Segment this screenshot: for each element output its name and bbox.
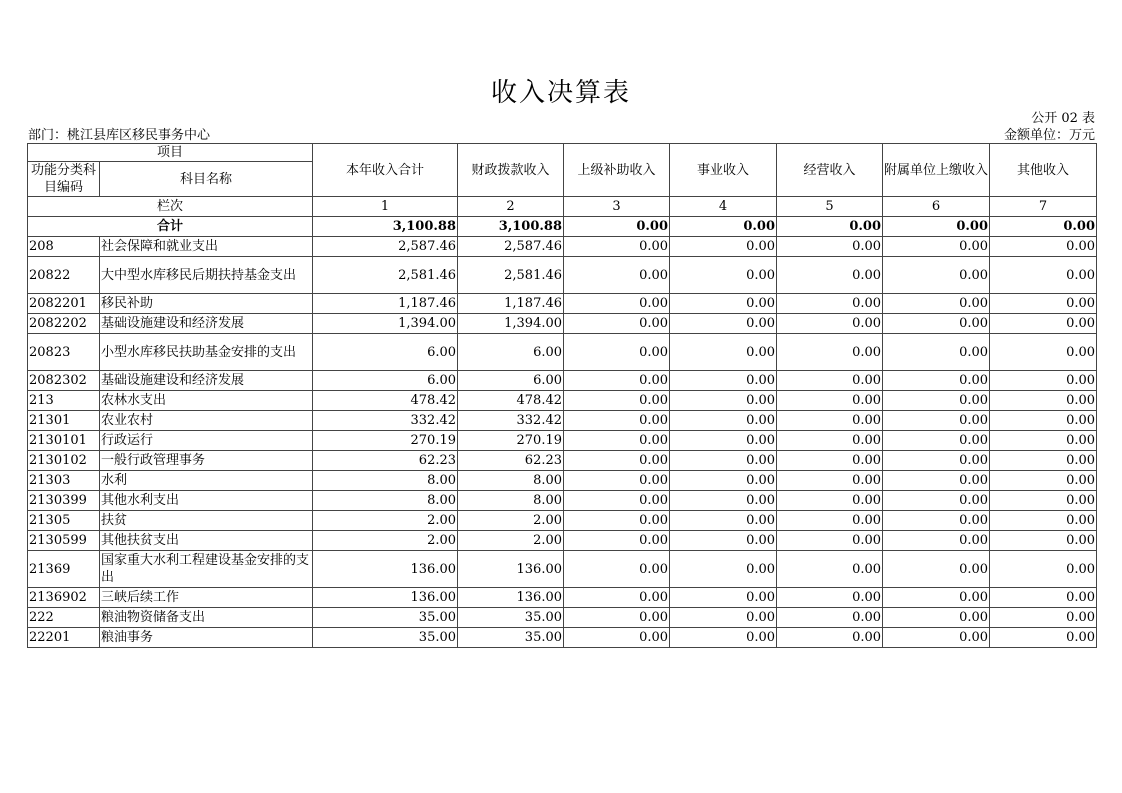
amount-cell: 62.23 [313,451,458,471]
subject-code: 20823 [28,334,100,371]
amount-cell: 0.00 [777,334,883,371]
column-index: 7 [990,197,1097,217]
amount-cell: 478.42 [458,391,564,411]
column-index: 5 [777,197,883,217]
amount-cell: 0.00 [883,334,990,371]
amount-cell: 0.00 [777,257,883,294]
subject-code: 21301 [28,411,100,431]
amount-cell: 0.00 [564,237,670,257]
table-row [28,431,1097,451]
amount-cell: 2,581.46 [458,257,564,294]
amount-cell: 0.00 [564,334,670,371]
table-row [28,511,1097,531]
amount-cell: 35.00 [313,628,458,648]
amount-cell: 136.00 [458,588,564,608]
amount-cell: 0.00 [883,628,990,648]
amount-cell: 2.00 [458,511,564,531]
amount-cell: 0.00 [777,431,883,451]
amount-cell: 332.42 [313,411,458,431]
subject-code: 2082201 [28,294,100,314]
subject-name: 农业农村 [100,411,313,431]
amount-cell: 0.00 [883,411,990,431]
amount-cell: 0.00 [883,491,990,511]
amount-cell: 0.00 [564,551,670,588]
table-row [28,628,1097,648]
table-row [28,411,1097,431]
amount-cell: 0.00 [883,451,990,471]
table-row [28,551,1097,588]
column-index: 3 [564,197,670,217]
table-row [28,391,1097,411]
subject-code: 22201 [28,628,100,648]
subject-name: 小型水库移民扶助基金安排的支出 [100,334,313,371]
amount-cell: 0.00 [990,431,1097,451]
subject-name: 水利 [100,471,313,491]
unit-label: 金额单位：万元 [1003,128,1095,143]
amount-cell: 0.00 [670,628,777,648]
amount-cell: 0.00 [670,588,777,608]
amount-cell: 0.00 [883,608,990,628]
amount-cell: 0.00 [990,511,1097,531]
subject-name: 其他水利支出 [100,491,313,511]
amount-cell: 0.00 [883,471,990,491]
amount-cell: 0.00 [883,511,990,531]
table-body [28,237,1097,648]
amount-cell: 0.00 [564,451,670,471]
total-value: 0.00 [777,217,883,237]
amount-cell: 136.00 [313,588,458,608]
amount-cell: 0.00 [883,551,990,588]
amount-cell: 0.00 [670,608,777,628]
header-col-2: 财政拨款收入 [458,144,564,197]
amount-cell: 6.00 [313,334,458,371]
amount-cell: 0.00 [564,511,670,531]
income-table [27,143,1097,648]
amount-cell: 0.00 [883,237,990,257]
amount-cell: 0.00 [777,551,883,588]
amount-cell: 6.00 [313,371,458,391]
subject-name: 基础设施建设和经济发展 [100,371,313,391]
column-index: 6 [883,197,990,217]
amount-cell: 270.19 [458,431,564,451]
subject-code: 2130101 [28,431,100,451]
amount-cell: 0.00 [564,608,670,628]
amount-cell: 0.00 [564,257,670,294]
total-label: 合计 [28,217,313,237]
amount-cell: 0.00 [564,411,670,431]
amount-cell: 0.00 [777,371,883,391]
amount-cell: 0.00 [564,531,670,551]
amount-cell: 0.00 [564,391,670,411]
amount-cell: 35.00 [458,628,564,648]
subject-code: 208 [28,237,100,257]
amount-cell: 0.00 [777,314,883,334]
amount-cell: 136.00 [458,551,564,588]
amount-cell: 0.00 [990,471,1097,491]
subject-code: 2136902 [28,588,100,608]
column-index: 1 [313,197,458,217]
amount-cell: 35.00 [458,608,564,628]
amount-cell: 2.00 [313,531,458,551]
subject-name: 社会保障和就业支出 [100,237,313,257]
amount-cell: 0.00 [883,314,990,334]
amount-cell: 1,394.00 [313,314,458,334]
amount-cell: 0.00 [990,257,1097,294]
total-value: 0.00 [670,217,777,237]
amount-cell: 6.00 [458,371,564,391]
amount-cell: 0.00 [990,411,1097,431]
amount-cell: 0.00 [670,531,777,551]
page-title: 收入决算表 [490,78,631,108]
amount-cell: 0.00 [670,257,777,294]
table-row [28,334,1097,371]
amount-cell: 6.00 [458,334,564,371]
amount-cell: 62.23 [458,451,564,471]
amount-cell: 0.00 [670,511,777,531]
subject-name: 国家重大水利工程建设基金安排的支出 [100,551,313,588]
amount-cell: 0.00 [670,237,777,257]
amount-cell: 0.00 [670,371,777,391]
amount-cell: 8.00 [313,491,458,511]
amount-cell: 0.00 [883,531,990,551]
amount-cell: 0.00 [670,471,777,491]
amount-cell: 35.00 [313,608,458,628]
amount-cell: 0.00 [670,491,777,511]
header-project: 项目 [28,144,313,162]
total-value: 0.00 [564,217,670,237]
amount-cell: 0.00 [990,391,1097,411]
amount-cell: 0.00 [990,314,1097,334]
subject-code: 2082202 [28,314,100,334]
amount-cell: 0.00 [564,431,670,451]
amount-cell: 0.00 [883,431,990,451]
amount-cell: 1,187.46 [313,294,458,314]
amount-cell: 0.00 [990,531,1097,551]
amount-cell: 0.00 [990,608,1097,628]
amount-cell: 0.00 [883,257,990,294]
amount-cell: 0.00 [883,391,990,411]
amount-cell: 0.00 [777,628,883,648]
amount-cell: 0.00 [670,431,777,451]
amount-cell: 478.42 [313,391,458,411]
header-col-4: 事业收入 [670,144,777,197]
header-col-5: 经营收入 [777,144,883,197]
subject-code: 2082302 [28,371,100,391]
amount-cell: 136.00 [313,551,458,588]
amount-cell: 0.00 [777,531,883,551]
amount-cell: 0.00 [670,551,777,588]
subject-code: 21303 [28,471,100,491]
header-subject-name: 科目名称 [100,162,313,197]
amount-cell: 0.00 [777,237,883,257]
amount-cell: 2.00 [458,531,564,551]
amount-cell: 0.00 [777,491,883,511]
header-func-code: 功能分类科目编码 [28,162,100,197]
header-col-6: 附属单位上缴收入 [883,144,990,197]
column-index: 2 [458,197,564,217]
subject-code: 213 [28,391,100,411]
subject-name: 粮油物资储备支出 [100,608,313,628]
subject-name: 一般行政管理事务 [100,451,313,471]
amount-cell: 0.00 [990,294,1097,314]
amount-cell: 0.00 [990,628,1097,648]
amount-cell: 8.00 [313,471,458,491]
amount-cell: 0.00 [777,608,883,628]
table-row [28,491,1097,511]
table-row [28,257,1097,294]
amount-cell: 0.00 [670,411,777,431]
amount-cell: 0.00 [777,391,883,411]
amount-cell: 0.00 [990,451,1097,471]
amount-cell: 0.00 [883,371,990,391]
table-row [28,294,1097,314]
table-row [28,471,1097,491]
amount-cell: 0.00 [564,371,670,391]
subject-name: 粮油事务 [100,628,313,648]
amount-cell: 0.00 [990,588,1097,608]
table-row [28,608,1097,628]
amount-cell: 2,581.46 [313,257,458,294]
amount-cell: 0.00 [564,294,670,314]
subject-code: 20822 [28,257,100,294]
form-number: 公开 02 表 [1031,111,1095,126]
amount-cell: 8.00 [458,471,564,491]
amount-cell: 0.00 [564,471,670,491]
department-label: 部门：桃江县库区移民事务中心 [28,128,211,143]
amount-cell: 0.00 [777,411,883,431]
table-row [28,314,1097,334]
header-col-7: 其他收入 [990,144,1097,197]
amount-cell: 0.00 [777,511,883,531]
table-row [28,371,1097,391]
amount-cell: 2,587.46 [313,237,458,257]
amount-cell: 0.00 [990,334,1097,371]
table-row [28,451,1097,471]
table-row [28,237,1097,257]
total-value: 0.00 [990,217,1097,237]
amount-cell: 0.00 [990,371,1097,391]
amount-cell: 0.00 [777,451,883,471]
table-row [28,531,1097,551]
total-value: 3,100.88 [313,217,458,237]
amount-cell: 0.00 [777,471,883,491]
amount-cell: 0.00 [990,237,1097,257]
amount-cell: 0.00 [670,314,777,334]
amount-cell: 332.42 [458,411,564,431]
amount-cell: 0.00 [990,551,1097,588]
total-value: 3,100.88 [458,217,564,237]
subject-name: 扶贫 [100,511,313,531]
amount-cell: 0.00 [990,491,1097,511]
amount-cell: 270.19 [313,431,458,451]
header-col-3: 上级补助收入 [564,144,670,197]
amount-cell: 0.00 [883,294,990,314]
amount-cell: 0.00 [564,588,670,608]
total-row [28,217,1097,237]
amount-cell: 1,394.00 [458,314,564,334]
amount-cell: 0.00 [564,314,670,334]
subject-name: 农林水支出 [100,391,313,411]
subject-code: 21369 [28,551,100,588]
amount-cell: 0.00 [670,294,777,314]
subject-name: 基础设施建设和经济发展 [100,314,313,334]
subject-name: 其他扶贫支出 [100,531,313,551]
amount-cell: 2.00 [313,511,458,531]
subject-name: 行政运行 [100,431,313,451]
amount-cell: 0.00 [564,628,670,648]
subject-name: 三峡后续工作 [100,588,313,608]
subject-code: 2130599 [28,531,100,551]
subject-code: 2130399 [28,491,100,511]
subject-code: 222 [28,608,100,628]
amount-cell: 1,187.46 [458,294,564,314]
amount-cell: 0.00 [670,334,777,371]
amount-cell: 0.00 [777,588,883,608]
amount-cell: 2,587.46 [458,237,564,257]
amount-cell: 0.00 [777,294,883,314]
header-col-1: 本年收入合计 [313,144,458,197]
total-value: 0.00 [883,217,990,237]
amount-cell: 0.00 [883,588,990,608]
subject-code: 21305 [28,511,100,531]
amount-cell: 8.00 [458,491,564,511]
amount-cell: 0.00 [670,391,777,411]
amount-cell: 0.00 [564,491,670,511]
amount-cell: 0.00 [670,451,777,471]
table-row [28,588,1097,608]
column-index-label: 栏次 [28,197,313,217]
column-index: 4 [670,197,777,217]
subject-name: 移民补助 [100,294,313,314]
subject-name: 大中型水库移民后期扶持基金支出 [100,257,313,294]
subject-code: 2130102 [28,451,100,471]
